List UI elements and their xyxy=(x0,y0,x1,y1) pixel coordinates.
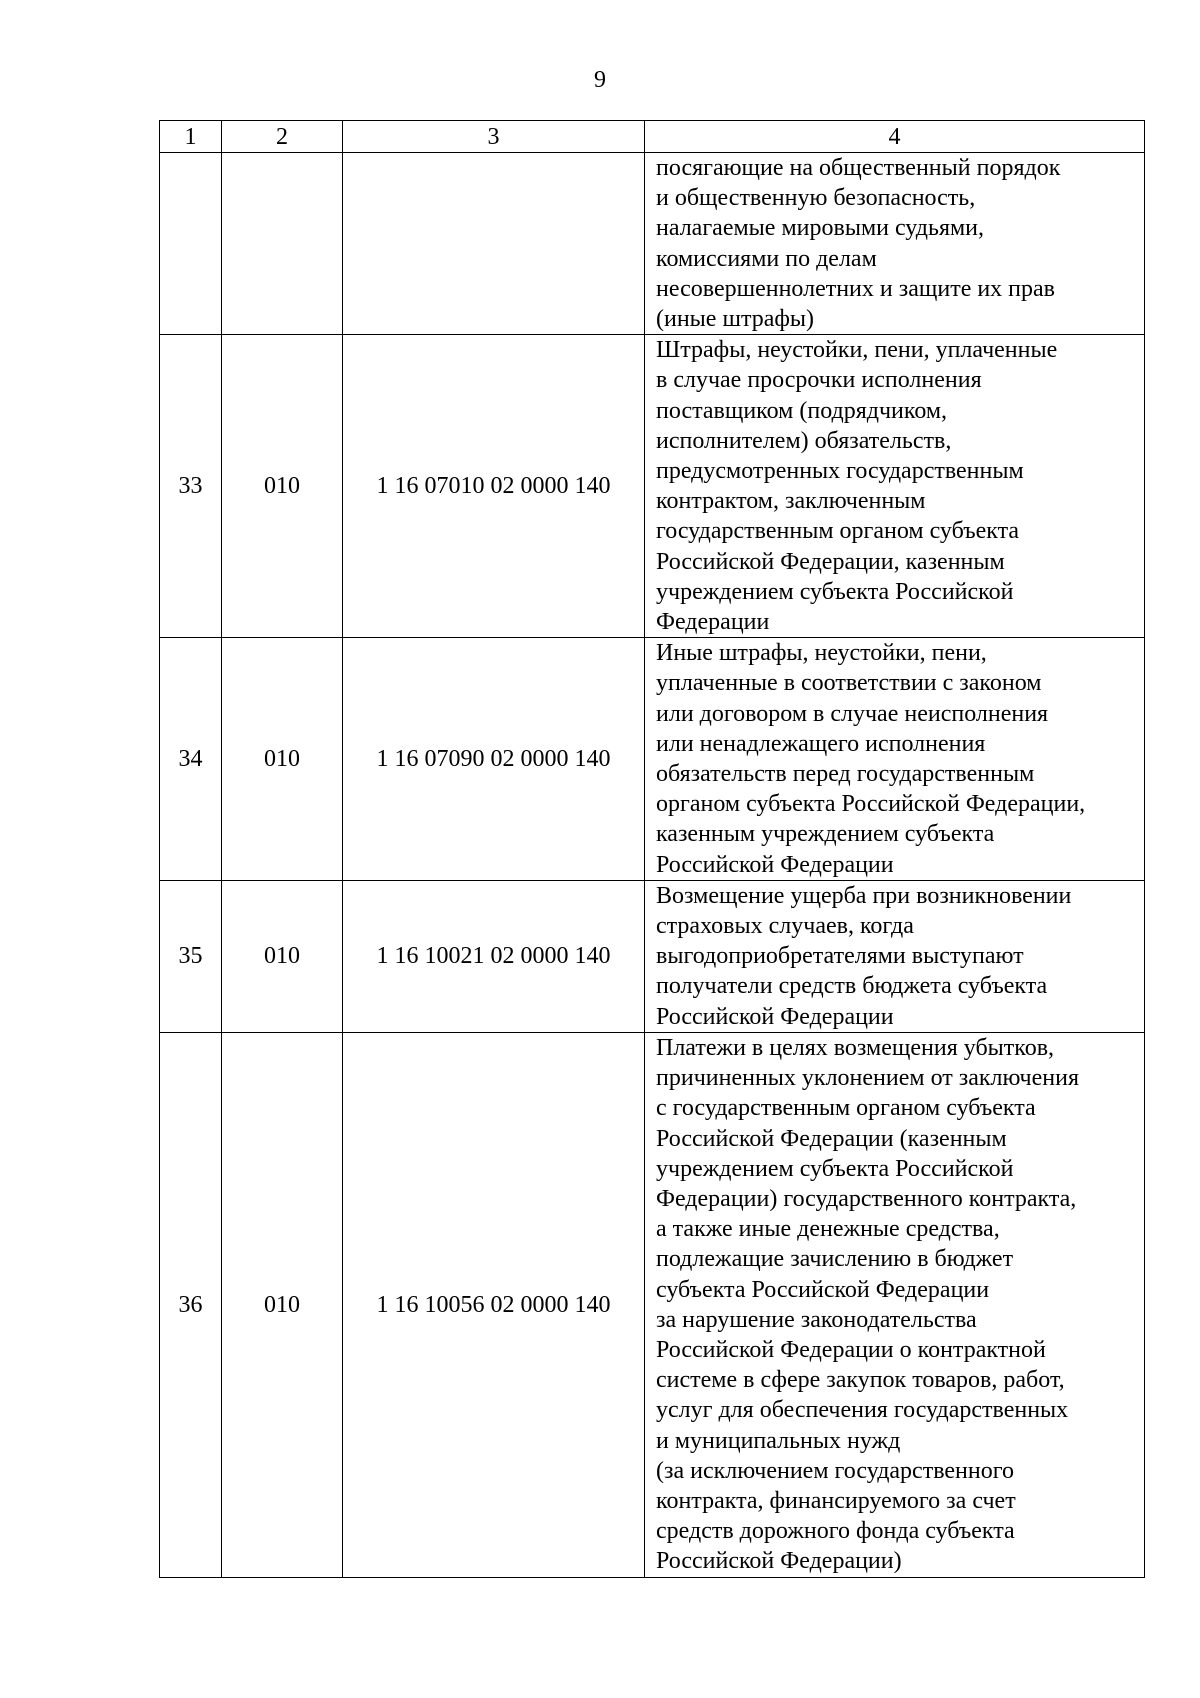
description-line: Иные штрафы, неустойки, пени, xyxy=(656,640,987,667)
description-line: предусмотренных государственным xyxy=(656,458,1024,485)
description-line: Российской Федерации xyxy=(656,1003,894,1030)
table-row-continuation xyxy=(160,153,1145,335)
description-line: поставщиком (подрядчиком, xyxy=(656,397,948,424)
revenue-description xyxy=(645,880,1145,1032)
description-line: (иные штрафы) xyxy=(656,306,815,333)
description-line: учреждением субъекта Российской xyxy=(656,578,1014,605)
header-col-3: 3 xyxy=(343,121,645,153)
description-line: Штрафы, неустойки, пени, уплаченные xyxy=(656,337,1058,364)
description-line: комиссиями по делам xyxy=(656,245,877,272)
description-line: Федерации xyxy=(656,609,770,636)
description-line: а также иные денежные средства, xyxy=(656,1216,1000,1243)
budget-code xyxy=(343,153,645,335)
description-line: страховых случаев, когда xyxy=(656,913,914,940)
description-line: Российской Федерации, казенным xyxy=(656,548,1005,575)
description-line: посягающие на общественный порядок xyxy=(656,155,1061,181)
description-line: услуг для обеспечения государственных xyxy=(656,1397,1069,1424)
row-number: 34 xyxy=(160,638,222,881)
admin-code: 010 xyxy=(222,335,343,638)
description-line: за нарушение законодательства xyxy=(656,1306,977,1333)
row-number xyxy=(160,153,222,335)
header-col-1: 1 xyxy=(160,121,222,153)
table-row xyxy=(160,335,1145,638)
table-row xyxy=(160,880,1145,1032)
description-line: уплаченные в соответствии с законом xyxy=(656,670,1042,697)
description-line: или ненадлежащего исполнения xyxy=(656,730,986,757)
admin-code: 010 xyxy=(222,880,343,1032)
description-line: обязательств перед государственным xyxy=(656,761,1035,788)
description-line: Платежи в целях возмещения убытков, xyxy=(656,1034,1055,1061)
description-line: выгодоприобретателями выступают xyxy=(656,943,1024,970)
description-line: Российской Федерации xyxy=(656,851,894,878)
description-line: Федерации) государственного контракта, xyxy=(656,1185,1077,1212)
revenue-description xyxy=(645,153,1145,335)
description-line: Российской Федерации (казенным xyxy=(656,1125,1007,1152)
description-line: или договором в случае неисполнения xyxy=(656,700,1049,727)
description-line: исполнителем) обязательств, xyxy=(656,427,952,454)
description-line: системе в сфере закупок товаров, работ, xyxy=(656,1367,1065,1394)
table-header-row xyxy=(160,121,1145,153)
description-line: органом субъекта Российской Федерации, xyxy=(656,791,1086,818)
admin-code xyxy=(222,153,343,335)
admin-code: 010 xyxy=(222,638,343,881)
description-line: (за исключением государственного xyxy=(656,1457,1014,1484)
description-line: несовершеннолетних и защите их прав xyxy=(656,275,1056,302)
description-line: подлежащие зачислению в бюджет xyxy=(656,1246,1014,1273)
description-line: средств дорожного фонда субъекта xyxy=(656,1518,1015,1545)
revenue-codes-table xyxy=(159,120,1145,1578)
description-line: Российской Федерации) xyxy=(656,1548,902,1575)
revenue-description xyxy=(645,1032,1145,1577)
description-line: налагаемые мировыми судьями, xyxy=(656,215,985,242)
description-line: контракта, финансируемого за счет xyxy=(656,1487,1016,1514)
description-line: Возмещение ущерба при возникновении xyxy=(656,882,1072,909)
description-line: в случае просрочки исполнения xyxy=(656,367,982,394)
row-number: 35 xyxy=(160,880,222,1032)
description-line: и общественную безопасность, xyxy=(656,185,976,212)
description-line: получатели средств бюджета субъекта xyxy=(656,973,1048,1000)
description-line: с государственным органом субъекта xyxy=(656,1095,1036,1122)
page-number: 9 xyxy=(594,67,606,93)
description-line: государственным органом субъекта xyxy=(656,518,1020,545)
revenue-description xyxy=(645,335,1145,638)
description-line: и муниципальных нужд xyxy=(656,1427,901,1454)
header-col-2: 2 xyxy=(222,121,343,153)
budget-code: 1 16 10021 02 0000 140 xyxy=(343,880,645,1032)
table-row xyxy=(160,1032,1145,1577)
description-line: казенным учреждением субъекта xyxy=(656,821,995,848)
description-line: Российской Федерации о контрактной xyxy=(656,1336,1046,1363)
revenue-description xyxy=(645,638,1145,881)
description-line: учреждением субъекта Российской xyxy=(656,1155,1014,1182)
table-row xyxy=(160,638,1145,881)
row-number: 33 xyxy=(160,335,222,638)
admin-code: 010 xyxy=(222,1032,343,1577)
description-line: контрактом, заключенным xyxy=(656,488,926,515)
budget-code: 1 16 10056 02 0000 140 xyxy=(343,1032,645,1577)
budget-code: 1 16 07010 02 0000 140 xyxy=(343,335,645,638)
description-line: причиненных уклонением от заключения xyxy=(656,1065,1079,1092)
description-line: субъекта Российской Федерации xyxy=(656,1276,990,1303)
budget-code: 1 16 07090 02 0000 140 xyxy=(343,638,645,881)
row-number: 36 xyxy=(160,1032,222,1577)
header-col-4: 4 xyxy=(645,121,1145,153)
